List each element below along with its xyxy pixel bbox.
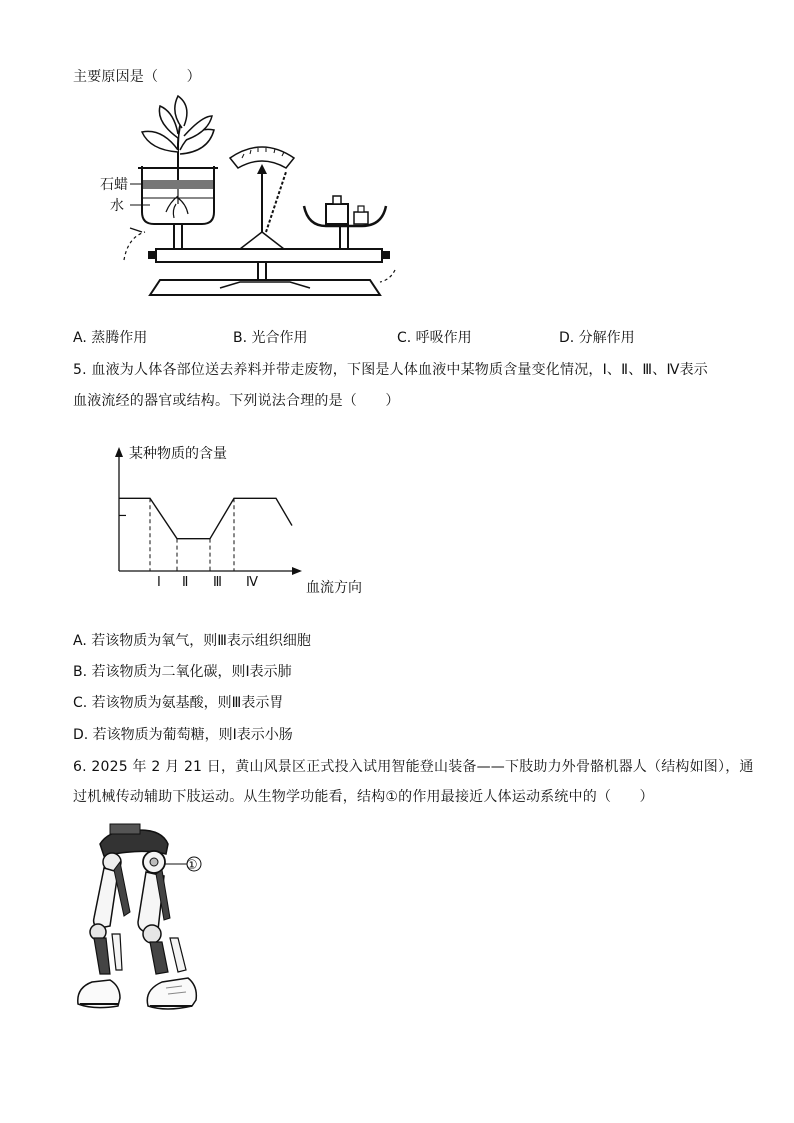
question-6-line-2: 过机械传动辅助下肢运动。从生物学功能看，结构①的作用最接近人体运动系统中的（ ） — [73, 789, 654, 805]
content-line-series — [119, 498, 292, 538]
region-label-1: Ⅰ — [157, 575, 161, 590]
question-5-line-1: 5. 血液为人体各部位送去养料并带走废物，下图是人体血液中某物质含量变化情况，Ⅰ、Ⅱ、Ⅲ、Ⅳ表示 — [73, 362, 708, 378]
label-wax: 石蜡 — [100, 177, 128, 193]
q5-option-a: A. 若该物质为氧气，则Ⅲ表示组织细胞 — [73, 633, 311, 649]
y-axis-label: 某种物质的含量 — [129, 446, 227, 462]
region-label-4: Ⅳ — [246, 575, 258, 590]
region-label-2: Ⅱ — [182, 575, 189, 590]
question-5-line-2: 血液流经的器官或结构。下列说法合理的是（ ） — [73, 393, 400, 409]
q5-option-c: C. 若该物质为氨基酸，则Ⅲ表示胃 — [73, 695, 284, 711]
exoskeleton-robot-figure — [70, 822, 220, 1010]
q4-option-c: C. 呼吸作用 — [397, 330, 472, 346]
x-axis-arrow — [292, 567, 302, 575]
q5-option-b: B. 若该物质为二氧化碳，则Ⅰ表示肺 — [73, 664, 292, 680]
y-axis-arrow — [115, 447, 123, 457]
substance-content-chart — [100, 440, 380, 602]
region-label-3: Ⅲ — [213, 575, 222, 590]
label-water: 水 — [110, 198, 124, 214]
structure-marker: ① — [186, 858, 198, 873]
balance-plant-figure — [90, 92, 420, 302]
question-4-stem-tail: 主要原因是（ ） — [73, 69, 201, 85]
q4-option-b: B. 光合作用 — [233, 330, 308, 346]
question-6-line-1: 6. 2025 年 2 月 21 日，黄山风景区正式投入试用智能登山装备——下肢助力外骨骼机器人（结构如图），通 — [73, 759, 754, 775]
q4-option-a: A. 蒸腾作用 — [73, 330, 148, 346]
x-axis-label: 血流方向 — [306, 580, 362, 596]
q5-option-d: D. 若该物质为葡萄糖，则Ⅰ表示小肠 — [73, 727, 293, 743]
q4-option-d: D. 分解作用 — [559, 330, 635, 346]
